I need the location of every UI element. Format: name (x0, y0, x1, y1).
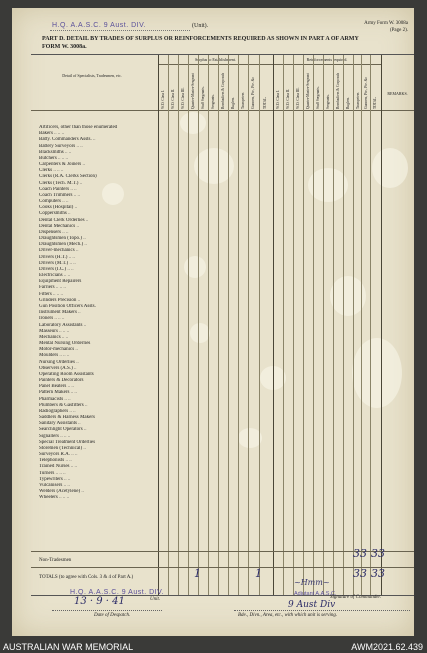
trade-label: Gun Position Officers Assts. (39, 303, 96, 309)
trade-row: Signallers .. .. .. (39, 433, 71, 439)
trade-label: Painters & Decorators (39, 378, 84, 384)
trade-label: Turners (39, 470, 55, 476)
trade-row: Driver-mechanics .. (39, 248, 79, 254)
trade-label: Drivers (H.T.) (39, 254, 68, 260)
trade-label: Grinders Precision (39, 297, 77, 303)
trade-row: Coach Trimmers .. .. (39, 192, 80, 198)
surplus-group-heading: Surplus to Establishment. (195, 57, 236, 62)
trade-row: Pattern Makers .. .. (39, 390, 77, 396)
trade-row: Dental Clerk Orderlies .. (39, 217, 89, 223)
unit-label: (Unit). (192, 23, 209, 29)
column-rule (283, 55, 284, 595)
signature-label: Signature of Commander. (330, 595, 382, 600)
trade-row: Searchlight Operators .. (39, 427, 87, 433)
trade-label: Drivers (I.C.) (39, 266, 67, 272)
trade-column-heading: Detail of Specialists, Tradesmen, etc. (62, 73, 122, 78)
trade-row: Electricians .. .. (39, 273, 71, 279)
trade-label: Coppersmiths (39, 211, 67, 217)
trade-label: Welders (Acetylene) (39, 489, 81, 495)
col-head-surplus-4: Quarter-Master-Sergeant (191, 73, 195, 109)
trade-row: Drivers (I.C.) .. .. (39, 266, 74, 272)
non-tradesmen-value: 33 (353, 547, 367, 560)
column-rule (228, 55, 229, 595)
trade-row: Bakers .. .. .. (39, 131, 65, 137)
trade-label: Mental Nursing Orderlies (39, 341, 91, 347)
commander-signature: ~Hmm~ (294, 578, 330, 587)
col-head-surplus-1: W.O. Class I. (161, 89, 165, 109)
column-rule (293, 55, 294, 595)
trade-label: Clerks (39, 168, 53, 174)
col-head-reinf-5: Staff Sergeants. (316, 86, 320, 109)
trade-row: Trained Nurses .. .. (39, 464, 78, 470)
trade-row: Dental Mechanics .. (39, 223, 79, 229)
trade-label: Coach Painters (39, 186, 70, 192)
col-head-reinf-3: W.O. Class III. (296, 87, 300, 109)
column-rule (381, 55, 382, 595)
column-rule (361, 55, 362, 595)
trade-row: Drivers (H.T.) .. .. (39, 254, 75, 260)
trade-row: Instrument Makers .. (39, 310, 81, 316)
trade-row: Telephonists .. .. (39, 458, 72, 464)
col-head-reinf-total: TOTAL. (373, 96, 377, 109)
trade-label: Special Treatment Orderlies (39, 439, 96, 445)
col-head-surplus-3: W.O. Class III. (181, 87, 185, 109)
trade-row: Blacksmiths .. .. (39, 149, 72, 155)
trade-label: Nursing Orderlies (39, 359, 75, 365)
col-head-surplus-7: Bombadiers & Corporals (221, 72, 225, 109)
trade-label: Panel Beaters (39, 384, 67, 390)
trade-label: Draughtsmen (Mech.) (39, 242, 84, 248)
trade-label: Dispensers (39, 229, 61, 235)
trade-row: Mechanics .. .. (39, 334, 69, 340)
adjutant-stamp: Adjutant A.A.S.C. (294, 591, 337, 597)
trade-label: Wheelers (39, 495, 58, 501)
col-head-surplus-8: Buglers. (231, 96, 235, 109)
bde-line (234, 610, 410, 611)
column-rule (238, 55, 239, 595)
trade-label: Battery Surveyors (39, 143, 76, 149)
trade-row: Turners .. .. .. (39, 470, 66, 476)
trade-label: Pharmacists (39, 396, 64, 402)
archive-caption-left: AUSTRALIAN WAR MEMORIAL (3, 642, 134, 652)
trade-label: Bakers (39, 131, 53, 137)
trade-row: Laboratory Assistants .. (39, 322, 87, 328)
column-rule (208, 55, 209, 595)
column-rule (353, 55, 354, 595)
trade-label: Computers (39, 199, 61, 205)
archive-caption-right: AWM2021.62.439 (351, 642, 423, 652)
column-rule (188, 55, 189, 595)
trade-label: Artificers, other than those enumerated (39, 125, 118, 130)
trade-row: Coppersmiths .. (39, 211, 71, 217)
trade-label: Equipment Repairers (39, 279, 82, 285)
bde-label: Bde., Divn., Area, etc., with which unit is serving. (238, 613, 338, 618)
trade-row: Butchers .. .. .. (39, 155, 69, 161)
trade-label: Vulcanisers (39, 482, 63, 488)
column-rule (370, 55, 371, 595)
form-number (364, 21, 408, 35)
trade-label: Ironers (39, 316, 54, 322)
trade-row: Carpenters & Joiners .. (39, 162, 85, 168)
column-rule (333, 55, 334, 595)
trade-row: Nursing Orderlies .. (39, 359, 79, 365)
totals-reinforce: 33 (353, 567, 367, 580)
trade-label: Draughtsmen (Topo.) (39, 236, 82, 242)
trade-label: Surveyors R.A. (39, 452, 70, 458)
trades-table (31, 54, 414, 596)
trade-label: Instrument Makers (39, 310, 77, 316)
column-rule (313, 55, 314, 595)
trade-row: Draughtsmen (Mech.) .. (39, 242, 87, 248)
trade-label: Blacksmiths (39, 149, 64, 155)
trade-label: Typewriters (39, 476, 63, 482)
trade-label: Radiographers (39, 408, 69, 414)
trade-label: Telephonists (39, 458, 65, 464)
totals-reinforce-total: 33 (371, 567, 385, 580)
header-divider (31, 110, 414, 111)
date-line (52, 610, 162, 611)
trade-row: Dispensers .. .. (39, 229, 69, 235)
trade-row: Panel Beaters .. .. (39, 384, 74, 390)
col-head-reinf-7: Bombadiers & Corporals (336, 72, 340, 109)
col-head-reinf-1: W.O. Class I. (276, 89, 280, 109)
trade-row: Typewriters .. .. (39, 476, 71, 482)
trade-row: Clerks (Tech. M.T.) .. (39, 180, 83, 186)
totals-surplus-total: 1 (255, 567, 262, 580)
trade-label: Driver-mechanics (39, 248, 75, 254)
trade-row: Fitters .. .. .. (39, 291, 64, 297)
trade-label: Mechanics (39, 334, 61, 340)
trade-row: Batty. Commanders Assts. .. (39, 137, 96, 143)
trade-row: Clerks .. .. .. (39, 168, 64, 174)
trade-label: Signallers (39, 433, 59, 439)
trade-row: Plumbers & Gasfitters .. (39, 402, 88, 408)
col-head-surplus-6: Sergeants. (211, 94, 215, 109)
col-head-surplus-10: Gunners, Pte., Pte. &c (251, 76, 255, 109)
form-number-text: Army Form W. 3008a (364, 21, 408, 26)
totals-label (39, 574, 157, 581)
trade-row: Grinders Precision .. (39, 297, 81, 303)
column-rule (323, 55, 324, 595)
trade-row: Observers (A.S.) .. (39, 365, 77, 371)
col-head-reinf-9: Trumpeters (356, 92, 360, 109)
trade-label: Dental Mechanics (39, 223, 76, 229)
trade-list (39, 125, 163, 501)
trade-label: Drivers (M.T.) (39, 260, 69, 266)
column-rule (218, 55, 219, 595)
trade-label: Pattern Makers (39, 390, 70, 396)
trade-row: Battery Surveyors .. .. (39, 143, 83, 149)
column-rule (198, 55, 199, 595)
trade-row: Storemen (Technical) .. (39, 445, 86, 451)
form-title: PART D. DETAIL BY TRADES OF SURPLUS OR REINFORCEMENTS REQUIRED AS SHOWN IN PART A OF ARMY FORM W. 3008a. (42, 36, 359, 50)
trade-label: Saddlers & Harness Makers (39, 415, 95, 421)
trade-label: Operating Room Assistants (39, 371, 94, 377)
col-head-surplus-5: Staff Sergeants. (201, 86, 205, 109)
trade-row: Welders (Acetylene) .. (39, 489, 84, 495)
trade-label: Moulders (39, 353, 59, 359)
trade-label: Trained Nurses (39, 464, 70, 470)
trade-label: Sanitary Assistants (39, 421, 77, 427)
trade-label: Batty. Commanders Assts. (39, 137, 92, 143)
trade-label: Laboratory Assistants (39, 322, 83, 328)
form-sheet (12, 8, 414, 636)
column-rule (248, 55, 249, 595)
col-head-reinf-2: W.O. Class II. (286, 88, 290, 109)
trade-row: Wheelers .. .. .. (39, 495, 70, 501)
trade-label: Dental Clerk Orderlies (39, 217, 85, 223)
trade-label: Cooks (Hospital) (39, 205, 74, 211)
col-head-reinf-8: Buglers. (346, 96, 350, 109)
trade-row: Drivers (M.T.) .. .. (39, 260, 76, 266)
column-rule (168, 55, 169, 595)
trade-row: Moulders .. .. .. (39, 353, 70, 359)
trade-row: Surveyors R.A. .. .. (39, 452, 78, 458)
reinforce-group-heading: Reinforcements required. (306, 57, 348, 62)
footer-unit-label: Unit. (150, 597, 161, 602)
totals-label-text: TOTALS (to agree with Cols. 3 & 4 of Part A.) (39, 575, 134, 580)
trade-row: Motor-mechanics .. (39, 347, 78, 353)
trade-row: Coach Painters .. .. (39, 186, 77, 192)
col-head-surplus-9: Trumpeters (241, 92, 245, 109)
bde-value: 9 Aust Div (288, 600, 336, 610)
trade-label: Butchers (39, 155, 57, 161)
trade-label: Clerks (R.A. Clerks Section) (39, 174, 97, 180)
col-head-reinf-10: Gunners, Pte., Pte. &c (364, 76, 368, 109)
column-rule (343, 55, 344, 595)
trade-row: Computers .. .. (39, 199, 69, 205)
trade-row: Radiographers .. .. (39, 408, 76, 414)
trade-label: Coach Trimmers (39, 192, 73, 198)
trade-row: Sanitary Assistants .. (39, 421, 81, 427)
column-rule (273, 55, 274, 595)
col-head-surplus-2: W.O. Class II. (171, 88, 175, 109)
page-number: (Page 2). (389, 27, 408, 33)
column-rule (303, 55, 304, 595)
column-rule (259, 55, 260, 595)
footer-unit-stamp: H.Q. A.A.S.C. 9 Aust. DIV. (70, 589, 165, 596)
trade-row: Draughtsmen (Topo.) .. (39, 236, 86, 242)
trade-label: Observers (A.S.) (39, 365, 73, 371)
trade-label: Plumbers & Gasfitters (39, 402, 84, 408)
trade-row: Ironers .. .. .. (39, 316, 65, 322)
trade-label: Storemen (Technical) (39, 445, 83, 451)
date-label: Date of Despatch. (94, 613, 131, 618)
trade-row: Vulcanisers .. .. (39, 482, 70, 488)
col-head-reinf-4: Quarter-Master-Sergeant (306, 73, 310, 109)
trade-row: Farriers .. .. .. (39, 285, 66, 291)
non-tradesmen-label: Non-Tradesmen (39, 558, 72, 563)
col-head-surplus-total: TOTAL. (263, 96, 267, 109)
group-divider (158, 64, 381, 65)
trade-label: Farriers (39, 285, 55, 291)
trade-label: Carpenters & Joiners (39, 162, 82, 168)
trade-label: Clerks (Tech. M.T.) (39, 180, 79, 186)
footer-date: 13 · 9 · 41 (74, 596, 125, 607)
trade-label: Searchlight Operators (39, 427, 83, 433)
unit-line (50, 30, 190, 31)
trade-row: Masseurs .. .. .. (39, 328, 70, 334)
trade-row: Pharmacists .. .. (39, 396, 71, 402)
trade-label: Fitters (39, 291, 52, 297)
totals-surplus: 1 (194, 567, 201, 580)
trade-label: Motor-mechanics (39, 347, 75, 353)
remarks-heading: REMARKS. (387, 91, 408, 96)
column-rule (178, 55, 179, 595)
non-tradesmen-total: 33 (371, 547, 385, 560)
col-head-reinf-6: Sergeants. (326, 94, 330, 109)
trade-label: Masseurs (39, 328, 58, 334)
trade-row: Cooks (Hospital) .. (39, 205, 78, 211)
unit-stamp: H.Q. A.A.S.C. 9 Aust. DIV. (52, 22, 147, 29)
trade-label: Electricians (39, 273, 63, 279)
